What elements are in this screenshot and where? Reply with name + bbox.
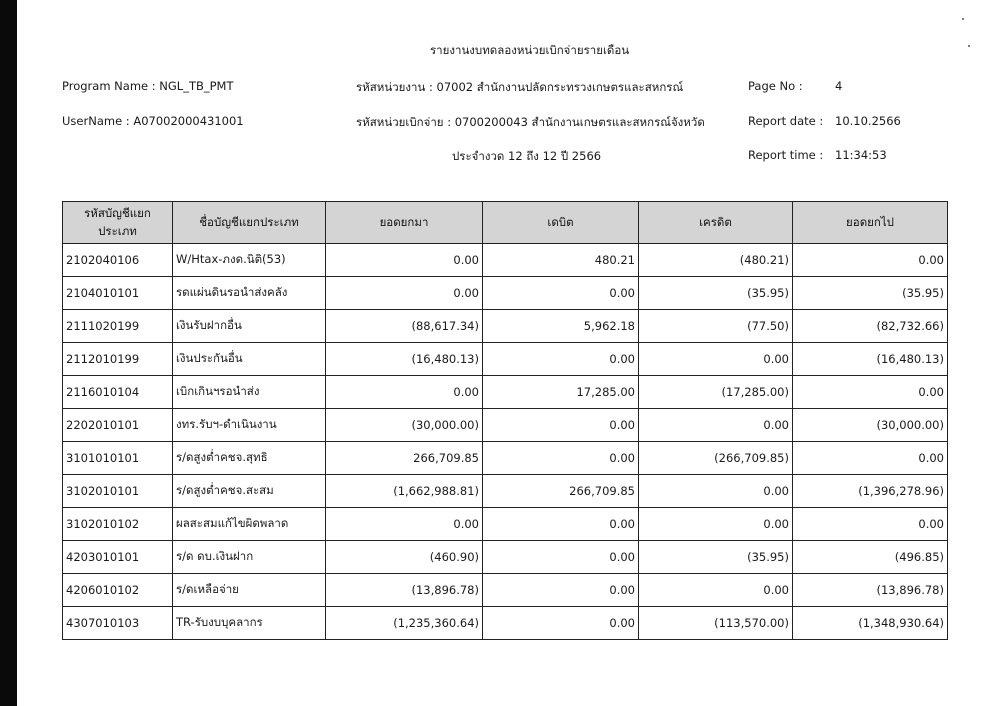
- table-row: [63, 409, 948, 442]
- agency-code: รหัสหน่วยงาน : 07002 สำนักงานปลัดกระทรวงเกษตรและสหกรณ์: [356, 80, 684, 94]
- cell-opening-balance: (1,662,988.81): [326, 475, 483, 508]
- cell-credit: 0.00: [639, 409, 793, 442]
- cell-opening-balance: (16,480.13): [326, 343, 483, 376]
- cell-debit: 0.00: [483, 607, 639, 640]
- cell-closing-balance: (1,348,930.64): [793, 607, 948, 640]
- cell-debit: 0.00: [483, 277, 639, 310]
- cell-account-name: ร/ดเหลือจ่าย: [173, 574, 326, 607]
- cell-closing-balance: (496.85): [793, 541, 948, 574]
- cell-credit: 0.00: [639, 574, 793, 607]
- cell-account-code: 4307010103: [63, 607, 173, 640]
- cell-opening-balance: 0.00: [326, 508, 483, 541]
- trial-balance-table: [62, 201, 948, 640]
- cell-debit: 0.00: [483, 541, 639, 574]
- table-row: [63, 508, 948, 541]
- cell-opening-balance: (460.90): [326, 541, 483, 574]
- header-account-code: รหัสบัญชีแยกประเภท: [63, 202, 173, 244]
- report-time-value: 11:34:53: [835, 148, 887, 162]
- cell-account-name: เงินรับฝากอื่น: [173, 310, 326, 343]
- cell-closing-balance: (1,396,278.96): [793, 475, 948, 508]
- cell-account-code: 3102010102: [63, 508, 173, 541]
- cell-account-code: 2102040106: [63, 244, 173, 277]
- cell-account-code: 4203010101: [63, 541, 173, 574]
- cell-credit: (17,285.00): [639, 376, 793, 409]
- cell-credit: 0.00: [639, 343, 793, 376]
- cell-credit: 0.00: [639, 475, 793, 508]
- cell-account-code: 2116010104: [63, 376, 173, 409]
- cell-opening-balance: 0.00: [326, 277, 483, 310]
- report-period: ประจำงวด 12 ถึง 12 ปี 2566: [452, 149, 602, 163]
- header-debit: เดบิต: [483, 202, 639, 244]
- cell-account-code: 2112010199: [63, 343, 173, 376]
- cell-closing-balance: 0.00: [793, 508, 948, 541]
- table-row: [63, 574, 948, 607]
- cell-credit: (266,709.85): [639, 442, 793, 475]
- table-header-row: [63, 202, 948, 244]
- report-date-value: 10.10.2566: [835, 114, 901, 128]
- report-time-label: Report time :: [748, 148, 824, 162]
- user-name: UserName : A07002000431001: [62, 114, 244, 128]
- cell-account-code: 4206010102: [63, 574, 173, 607]
- cell-account-name: เงินประกันอื่น: [173, 343, 326, 376]
- table-row: [63, 442, 948, 475]
- cell-debit: 0.00: [483, 574, 639, 607]
- cell-debit: 0.00: [483, 343, 639, 376]
- table-row: [63, 244, 948, 277]
- cell-account-name: ผลสะสมแก้ไขผิดพลาด: [173, 508, 326, 541]
- cell-debit: 0.00: [483, 508, 639, 541]
- cell-account-name: ร/ด ดบ.เงินฝาก: [173, 541, 326, 574]
- disbursing-unit-code: รหัสหน่วยเบิกจ่าย : 0700200043 สำนักงานเกษตรและสหกรณ์จังหวัด: [356, 115, 705, 129]
- cell-closing-balance: (82,732.66): [793, 310, 948, 343]
- cell-account-code: 2111020199: [63, 310, 173, 343]
- cell-closing-balance: 0.00: [793, 244, 948, 277]
- cell-opening-balance: 0.00: [326, 376, 483, 409]
- header-credit: เครดิต: [639, 202, 793, 244]
- cell-closing-balance: (13,896.78): [793, 574, 948, 607]
- cell-closing-balance: (35.95): [793, 277, 948, 310]
- page-no-label: Page No :: [748, 79, 803, 93]
- cell-account-name: TR-รับงบบุคลากร: [173, 607, 326, 640]
- cell-account-name: รดแผ่นดินรอนำส่งคลัง: [173, 277, 326, 310]
- table-row: [63, 343, 948, 376]
- table-row: [63, 376, 948, 409]
- cell-debit: 480.21: [483, 244, 639, 277]
- cell-account-code: 2202010101: [63, 409, 173, 442]
- cell-credit: (77.50): [639, 310, 793, 343]
- header-account-name: ชื่อบัญชีแยกประเภท: [173, 202, 326, 244]
- cell-account-code: 3101010101: [63, 442, 173, 475]
- cell-opening-balance: (30,000.00): [326, 409, 483, 442]
- cell-credit: (35.95): [639, 541, 793, 574]
- cell-account-name: W/Htax-ภงด.นิติ(53): [173, 244, 326, 277]
- cell-closing-balance: (30,000.00): [793, 409, 948, 442]
- scan-edge-bar: [0, 0, 17, 706]
- cell-debit: 0.00: [483, 409, 639, 442]
- cell-account-code: 3102010101: [63, 475, 173, 508]
- cell-debit: 17,285.00: [483, 376, 639, 409]
- table-row: [63, 310, 948, 343]
- cell-credit: 0.00: [639, 508, 793, 541]
- table-row: [63, 475, 948, 508]
- cell-opening-balance: (13,896.78): [326, 574, 483, 607]
- table-row: [63, 277, 948, 310]
- scan-speck: [962, 18, 964, 20]
- cell-account-name: งทร.รับฯ-ดำเนินงาน: [173, 409, 326, 442]
- cell-account-name: เบิกเกินฯรอนำส่ง: [173, 376, 326, 409]
- cell-account-name: ร/ดสูงต่ำคชจ.สุทธิ: [173, 442, 326, 475]
- cell-closing-balance: (16,480.13): [793, 343, 948, 376]
- cell-opening-balance: 266,709.85: [326, 442, 483, 475]
- cell-debit: 5,962.18: [483, 310, 639, 343]
- cell-credit: (35.95): [639, 277, 793, 310]
- report-title: รายงานงบทดลองหน่วยเบิกจ่ายรายเดือน: [430, 43, 630, 57]
- cell-opening-balance: (1,235,360.64): [326, 607, 483, 640]
- header-closing-balance: ยอดยกไป: [793, 202, 948, 244]
- cell-closing-balance: 0.00: [793, 376, 948, 409]
- cell-opening-balance: (88,617.34): [326, 310, 483, 343]
- cell-credit: (113,570.00): [639, 607, 793, 640]
- cell-debit: 266,709.85: [483, 475, 639, 508]
- cell-closing-balance: 0.00: [793, 442, 948, 475]
- program-name: Program Name : NGL_TB_PMT: [62, 79, 234, 93]
- cell-account-name: ร/ดสูงต่ำคชจ.สะสม: [173, 475, 326, 508]
- header-opening-balance: ยอดยกมา: [326, 202, 483, 244]
- table-row: [63, 607, 948, 640]
- page-no-value: 4: [835, 79, 843, 93]
- cell-debit: 0.00: [483, 442, 639, 475]
- cell-account-code: 2104010101: [63, 277, 173, 310]
- report-date-label: Report date :: [748, 114, 824, 128]
- cell-credit: (480.21): [639, 244, 793, 277]
- scan-speck: [968, 45, 970, 47]
- cell-opening-balance: 0.00: [326, 244, 483, 277]
- table-row: [63, 541, 948, 574]
